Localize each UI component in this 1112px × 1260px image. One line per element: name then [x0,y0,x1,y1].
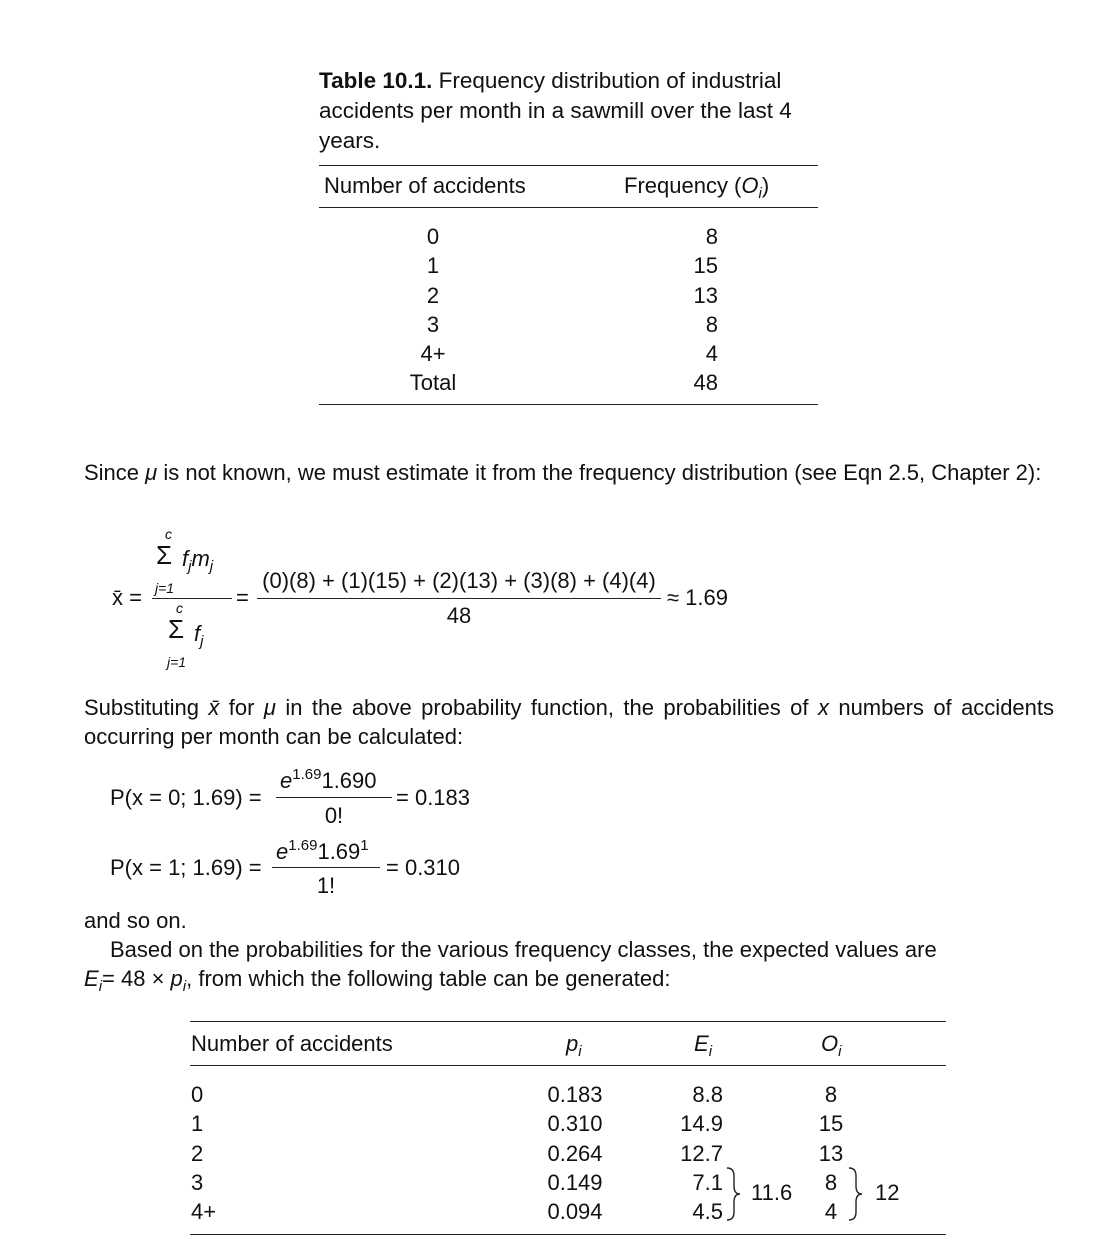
table1-header-rule [319,207,818,208]
table2-col-accidents [191,1080,216,1226]
table2-cell: 8 [824,1082,838,1107]
table2-col-e [664,1080,723,1226]
table1-cell: 13 [693,282,718,308]
table2-cell: 0.149 [547,1169,603,1195]
eq3-denominator: 1! [316,873,336,898]
table2-top-rule [190,1021,946,1022]
eq3-lhs: P(x = 1; 1.69) = [110,855,262,880]
table1-row: 2 [426,282,440,308]
eq1-frac-line-left [152,598,232,599]
table1-caption-text: Frequency distribution of industrial accidents per month in a sawmill over the last 4 years. [319,68,792,153]
table1-header-accidents: Number of accidents [324,173,526,198]
eq1-frac-line [257,598,661,599]
table2-bottom-rule [190,1234,946,1235]
eq1-numerator: (0)(8) + (1)(15) + (2)(13) + (3)(8) + (4)(4) [262,568,656,593]
table2-row: 1 [191,1111,204,1137]
eq1-equals: = [236,585,249,610]
table1-row: 3 [426,311,440,337]
table1-row: 0 [426,224,440,249]
table2-header-rule [190,1065,946,1066]
right-brace-icon [724,1166,746,1222]
paragraph-based-on: Based on the probabilities for the various frequency classes, the expected values are [110,937,937,962]
table2-header-o: $O_i$ [821,1031,842,1060]
table1-cell: 4 [705,341,718,367]
table1-cell: 15 [693,253,718,279]
eq3-numerator: $e^{1.69}1.69^1$ [276,837,369,864]
table2-cell: 12.7 [680,1140,723,1166]
eq2-frac-line [276,797,392,798]
table2-cell: 0.094 [547,1199,603,1225]
table1-col-accidents [393,222,473,398]
table2-header-e: $E_i$ [694,1031,713,1060]
table1-caption-label: Table 10.1. [319,68,433,93]
paragraph-substituting: Substituting x̄ for μ in the above probability function, the probabilities of x numbers of accidents occurring per month can be calculated: [84,695,1055,749]
table1-cell: 8 [705,224,718,249]
eq1-sigma-bottom: Σ [168,614,185,644]
eq1-denominator: 48 [446,603,472,628]
table2-row: 2 [191,1140,204,1166]
table2-cell: 4.5 [692,1199,723,1225]
eq1-sigma-top: Σ [156,540,173,570]
table2-row: 4+ [191,1199,217,1225]
table2-cell: 8.8 [692,1082,723,1107]
table2-header-p: $p_i$ [566,1031,582,1060]
eq1-result: ≈ 1.69 [667,585,729,610]
table2-row: 0 [191,1082,204,1107]
eq1-numerator-terms: $f_jm_j$ [182,546,214,575]
table1-top-rule [319,165,818,166]
eq2-lhs: P(x = 0; 1.69) = [110,785,262,810]
table2-cell: 0.264 [547,1140,603,1166]
table1-col-frequency [660,222,718,398]
eq2-numerator: $e^{1.69}1.690$ [280,766,377,793]
table2-cell: 0.310 [547,1111,603,1137]
eq1-sum-upper: c [165,526,172,542]
table2-cell: 8 [824,1169,838,1195]
paragraph-expected-values: $E_i= 48 \times p_i$, from which the following table can be generated: [84,966,671,995]
table2-col-p [534,1080,616,1226]
eq1-lhs: x̄ = [112,585,142,610]
table2-cell: 4 [824,1199,838,1225]
table1-cell: 8 [705,311,718,337]
table2-row: 3 [191,1169,204,1195]
table2-cell: 13 [818,1140,844,1166]
paragraph-and-so-on: and so on. [84,908,187,933]
table2-cell: 14.9 [680,1111,723,1137]
right-brace-icon [846,1166,868,1222]
eq3-result: = 0.310 [386,855,461,880]
table2-cell: 15 [818,1111,844,1137]
table1-cell-total: 48 [693,370,718,396]
table2-cell: 7.1 [692,1169,723,1195]
eq1-sum-lower-den: j=1 [167,654,187,670]
table2-merged-o: 12 [875,1180,900,1205]
eq1-sum-lower: j=1 [155,580,175,596]
table1-header-frequency: Frequency $(O_i)$ [624,173,770,202]
table2-merged-e: 11.6 [751,1180,793,1205]
table1-row: 4+ [420,341,446,367]
table1-caption [319,66,799,156]
eq2-denominator: 0! [324,803,344,828]
table1-row-total: Total [409,370,457,396]
eq2-result: = 0.183 [396,785,471,810]
table2-header-accidents: Number of accidents [191,1031,393,1056]
eq3-frac-line [272,867,380,868]
eq1-sum-upper-den: c [176,600,183,616]
eq1-denominator-terms: $f_j$ [194,621,204,650]
table1-row: 1 [426,253,440,279]
table2-cell: 0.183 [547,1082,603,1107]
table1-bottom-rule [319,404,818,405]
paragraph-estimate-mu: Since μ is not known, we must estimate it from the frequency distribution (see Eqn 2.5, Chapter 2): [84,460,1042,485]
